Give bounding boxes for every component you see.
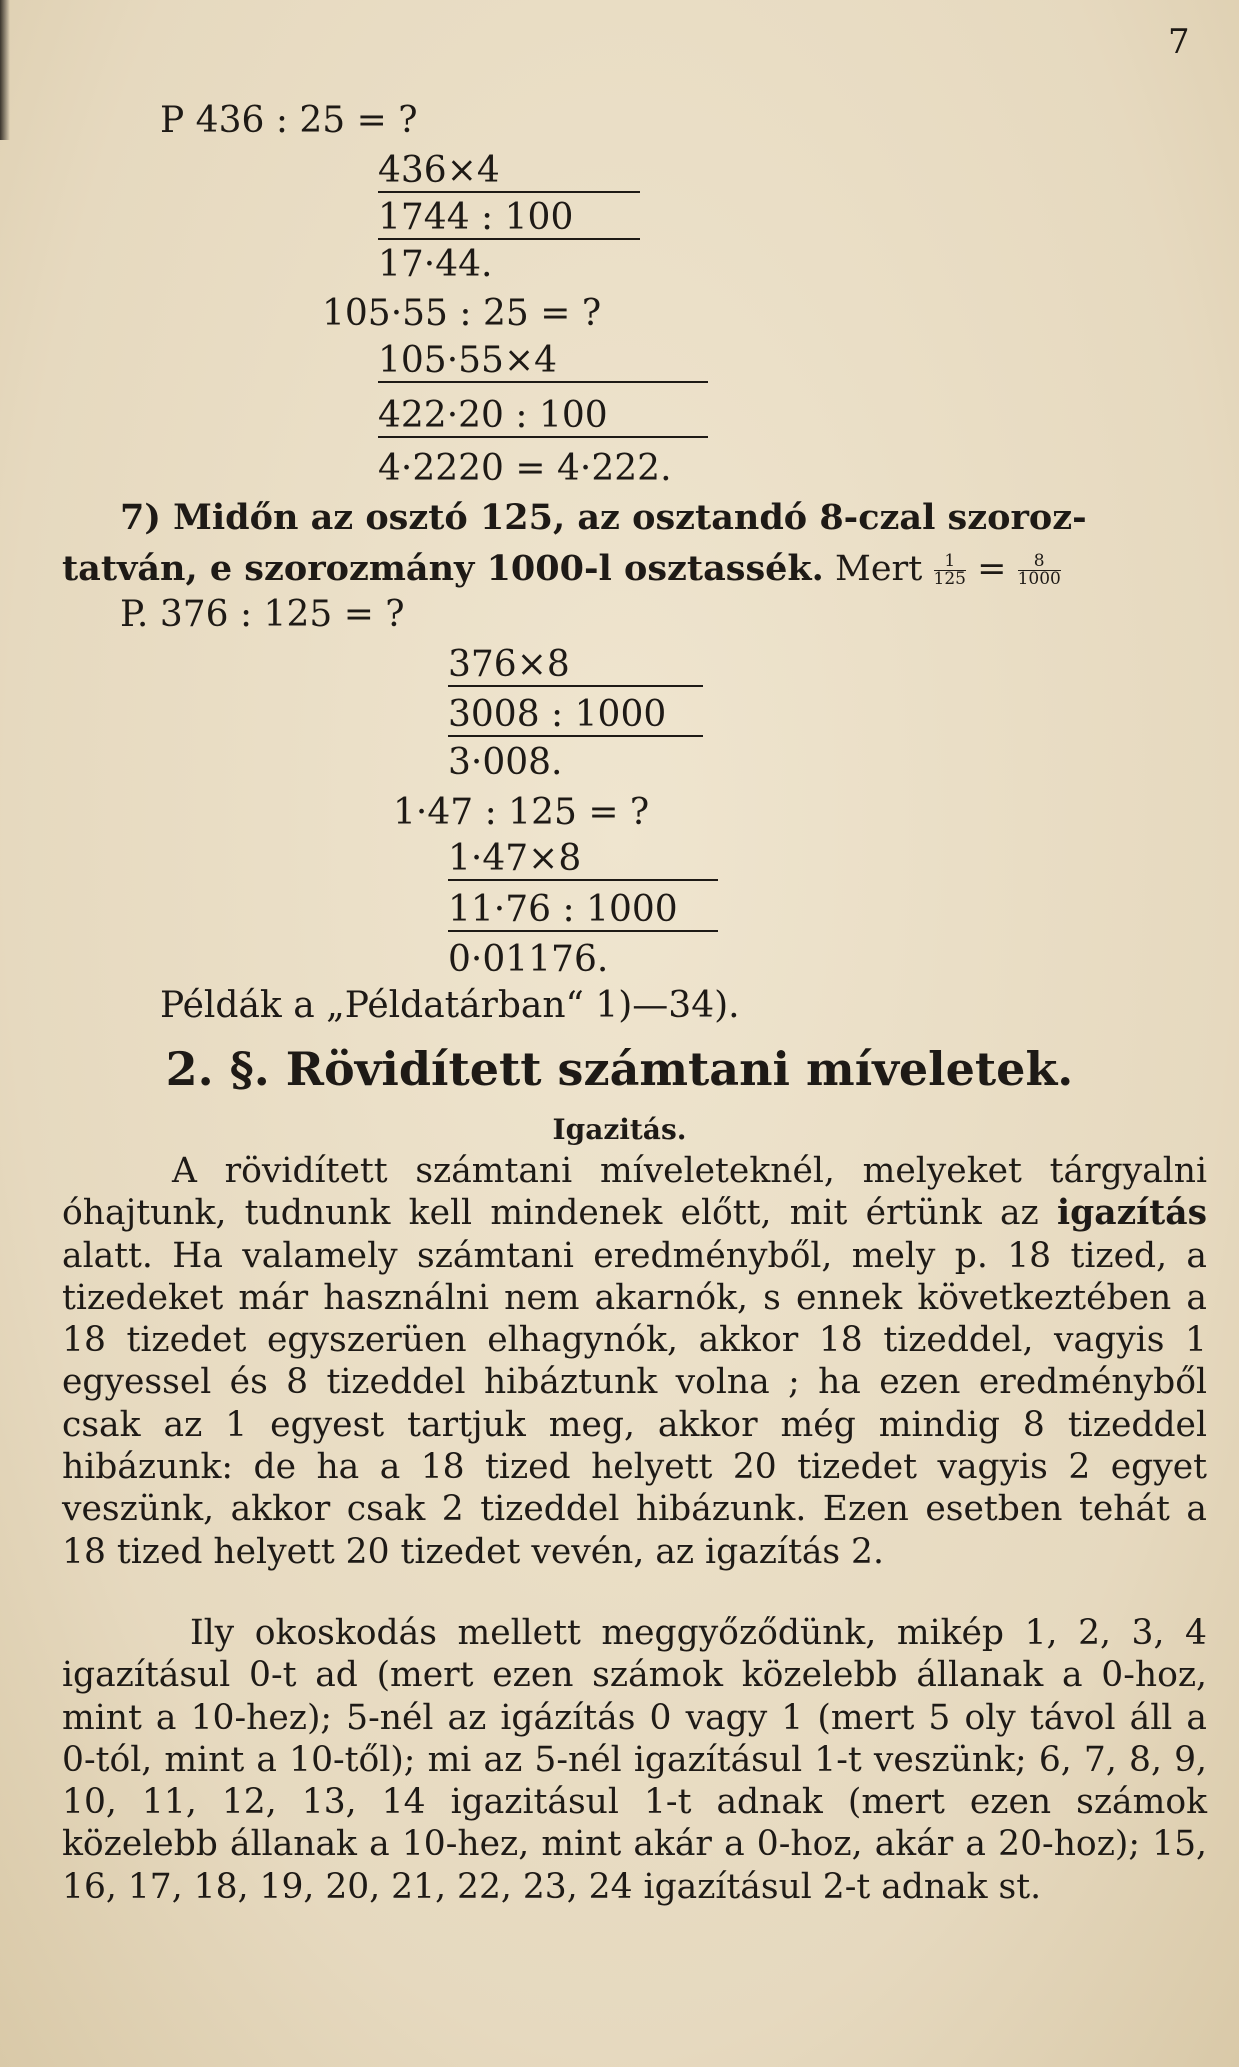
example2-result-b: 0·01176. [448, 939, 609, 980]
example1-result-b: 4·2220 = 4·222. [378, 448, 672, 489]
example1-multiply: 436×4 [378, 150, 640, 193]
example1-problem-b: 105·55 : 25 = ? [322, 293, 602, 334]
equals-sign: = [977, 549, 1007, 589]
fraction-numerator: 8 [1018, 553, 1061, 571]
example2-divide: 3008 : 1000 [448, 694, 703, 737]
example2-multiply: 376×8 [448, 644, 703, 687]
paragraph-1-rest: alatt. Ha valamely számtani eredményből, mely p. 18 tized, a tizedeket már használni nem akarnók, s ennek következtében a 18 tizedet egyszerüen elhagynók, akkor 18 tizeddel, vagyis 1 egyessel és 8 tizeddel hibáztunk volna ; ha ezen eredményből csak az 1 egyest tartjuk meg, akkor még mindig 8 tizeddel hibázunk: de ha a 18 tized helyett 20 tizedet vagyis 2 egyet veszünk, akkor csak 2 tizeddel hibázunk. Ezen esetben tehát a 18 tized helyett 20 tizedet vevén, az igazítás 2. [62, 1235, 1207, 1572]
example2-problem: P. 376 : 125 = ? [120, 594, 405, 635]
paragraph-1 [62, 1150, 1207, 1573]
fraction-eight-over-1000 [1018, 553, 1061, 588]
fraction-denominator: 125 [933, 569, 966, 589]
rule7-text: Mert [823, 549, 923, 589]
rule7-line2 [62, 548, 1061, 589]
example1-result: 17·44. [378, 244, 493, 285]
paragraph-2: Ily okoskodás mellett meggyőződünk, mikép 1, 2, 3, 4 igazításul 0-t ad (mert ezen számok közelebb állanak a 0-hoz, mint a 10-hez); 5-nél az igázítás 0 vagy 1 (mert 5 oly távol áll a 0-tól, mint a 10-től); mi az 5-nél igazításul 1-t veszünk; 6, 7, 8, 9, 10, 11, 12, 13, 14 igazitásul 1-t adnak (mert ezen számok közelebb állanak a 10-hez, mint akár a 0-hoz, akár a 20-hoz); 15, 16, 17, 18, 19, 20, 21, 22, 23, 24 igazításul 2-t adnak st. [62, 1613, 1207, 1907]
rule7-line1: 7) Midőn az osztó 125, az osztandó 8-czal szoroz- [120, 497, 1087, 538]
paragraph-1-term: igazítás [1057, 1193, 1207, 1234]
example2-multiply-b: 1·47×8 [448, 838, 718, 881]
example2-divide-b: 11·76 : 1000 [448, 889, 718, 932]
examples-reference: Példák a „Példatárban“ 1)—34). [160, 985, 740, 1026]
example2-result: 3·008. [448, 742, 563, 783]
section-title: 2. §. Rövidített számtani míveletek. [165, 1042, 1074, 1096]
fraction-denominator: 1000 [1017, 569, 1061, 589]
page-number: 7 [1168, 22, 1190, 62]
paragraph-1-start: A rövidített számtani míveleteknél, melyeket tárgyalni óhajtunk, tudnunk kell mindenek előtt, mit értünk az [62, 1151, 1207, 1234]
example1-problem: P 436 : 25 = ? [160, 100, 418, 141]
section-subtitle: Igazitás. [552, 1113, 687, 1146]
rule7-bold-text: tatván, e szorozmány 1000-l osztassék. [62, 548, 824, 589]
example1-divide: 1744 : 100 [378, 197, 640, 240]
example1-multiply-b: 105·55×4 [378, 340, 708, 383]
page-edge-shadow [0, 0, 10, 140]
fraction-one-over-125 [934, 553, 966, 588]
example1-divide-b: 422·20 : 100 [378, 395, 708, 438]
fraction-numerator: 1 [934, 553, 966, 571]
example2-problem-b: 1·47 : 125 = ? [393, 792, 650, 833]
